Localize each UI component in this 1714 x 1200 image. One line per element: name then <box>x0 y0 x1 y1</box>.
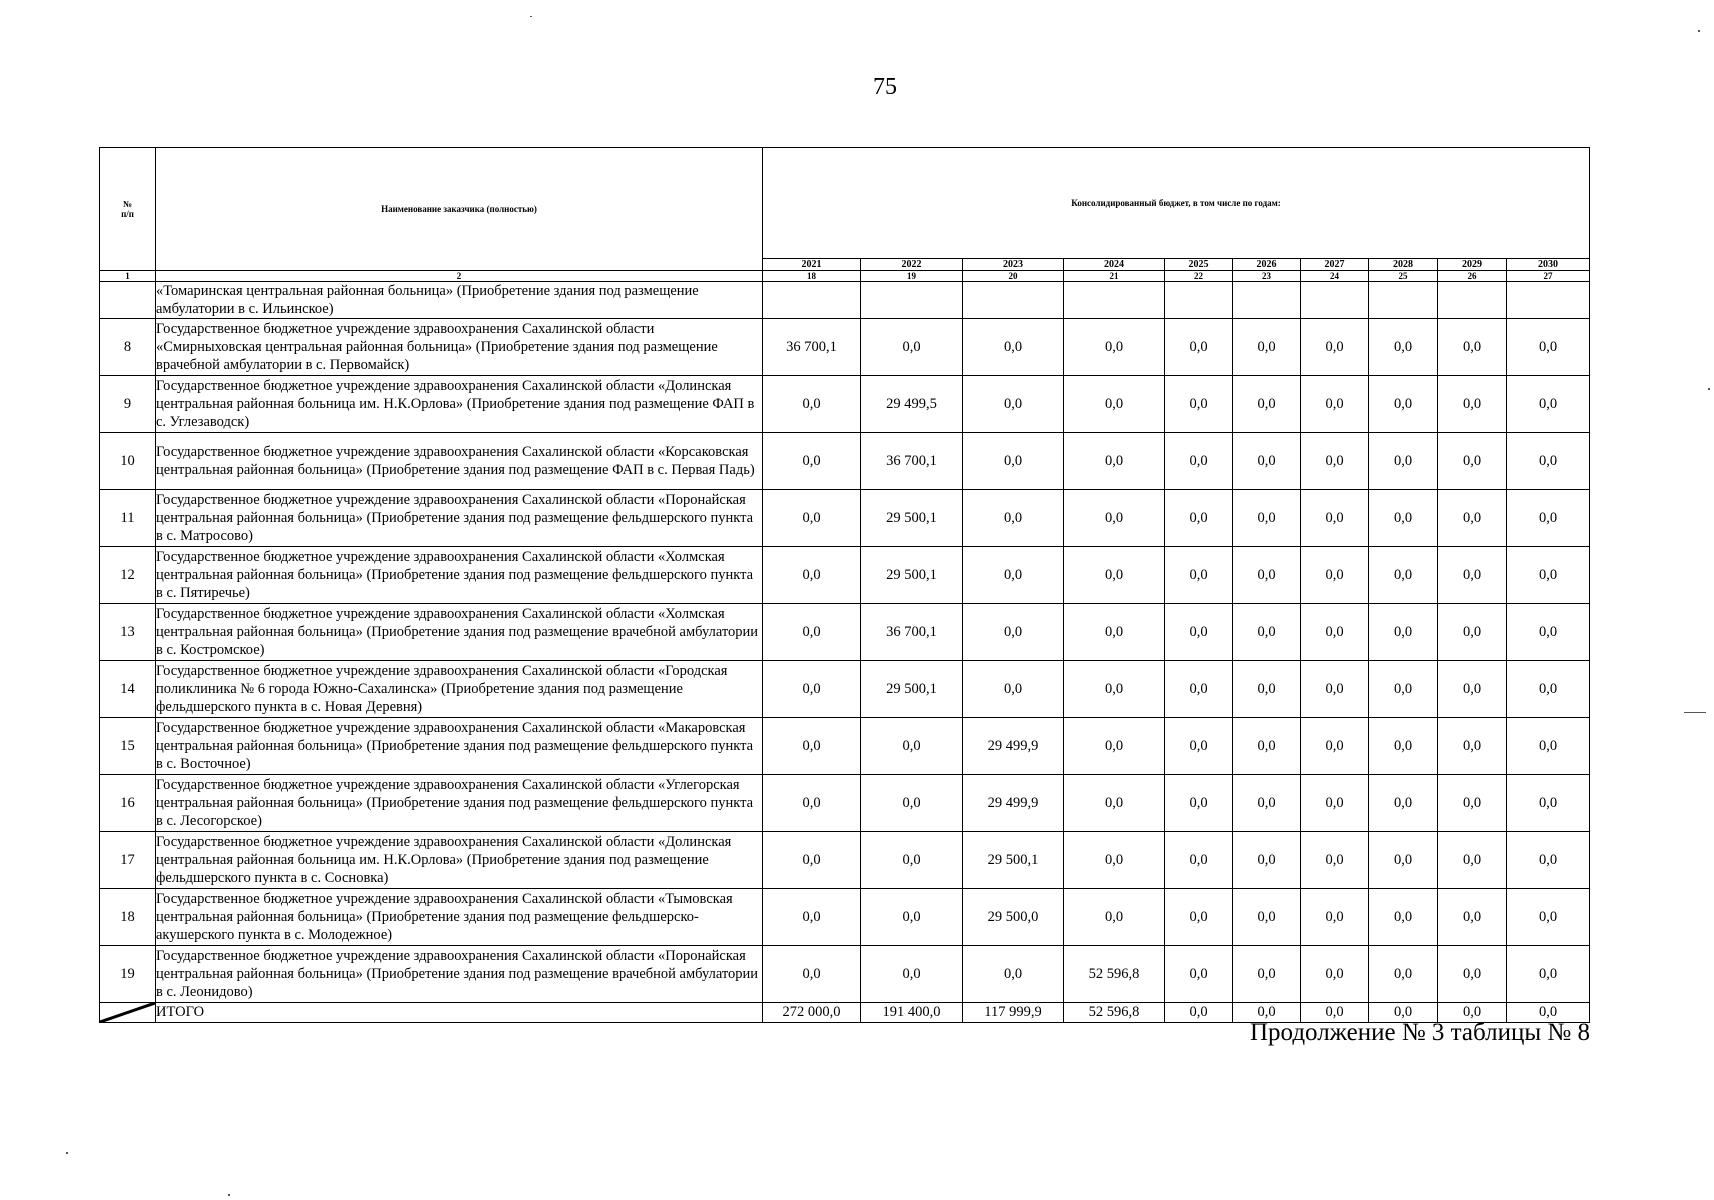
table-row <box>100 604 1590 661</box>
header-budget: Консолидированный бюджет, в том числе по годам: <box>763 148 1590 259</box>
budget-value-2021: 0,0 <box>763 490 861 547</box>
scan-speck <box>530 16 532 17</box>
budget-value-2023: 29 500,0 <box>963 889 1064 946</box>
budget-value-2021: 0,0 <box>763 604 861 661</box>
budget-value-2022: 0,0 <box>861 718 963 775</box>
table-row <box>100 433 1590 490</box>
budget-value-2025: 0,0 <box>1165 547 1233 604</box>
budget-value-2022: 0,0 <box>861 946 963 1003</box>
column-number: 20 <box>963 271 1064 282</box>
budget-value-2025: 0,0 <box>1165 433 1233 490</box>
budget-value-2029: 0,0 <box>1438 319 1507 376</box>
budget-value-2028: 0,0 <box>1369 775 1438 832</box>
column-number: 19 <box>861 271 963 282</box>
table-row <box>100 718 1590 775</box>
row-number: 10 <box>100 433 156 490</box>
budget-value-2025: 0,0 <box>1165 889 1233 946</box>
budget-value-2029: 0,0 <box>1438 604 1507 661</box>
budget-value-2021: 0,0 <box>763 775 861 832</box>
column-number: 26 <box>1438 271 1507 282</box>
customer-name: Государственное бюджетное учреждение здравоохранения Сахалинской области «Холмская центральная районная больница» (Приобретение здания под размещение врачебной амбулатории в с. Костромское) <box>156 604 763 661</box>
budget-value-2023: 0,0 <box>963 490 1064 547</box>
budget-value-2023: 29 499,9 <box>963 718 1064 775</box>
budget-value-2024: 0,0 <box>1064 832 1165 889</box>
table-row <box>100 832 1590 889</box>
budget-value-2030: 0,0 <box>1507 718 1590 775</box>
budget-value-2028: 0,0 <box>1369 661 1438 718</box>
budget-value-2027: 0,0 <box>1301 832 1369 889</box>
budget-value-2023: 29 499,9 <box>963 775 1064 832</box>
budget-value-2023 <box>963 282 1064 319</box>
budget-value-2027: 0,0 <box>1301 490 1369 547</box>
budget-value-2030: 0,0 <box>1507 889 1590 946</box>
customer-name: Государственное бюджетное учреждение здравоохранения Сахалинской области «Холмская центральная районная больница» (Приобретение здания под размещение фельдшерского пункта в с. Пятиречье) <box>156 547 763 604</box>
table-row <box>100 547 1590 604</box>
budget-value-2025: 0,0 <box>1165 376 1233 433</box>
budget-value-2022: 29 500,1 <box>861 490 963 547</box>
column-number: 22 <box>1165 271 1233 282</box>
header-year-2027: 2027 <box>1301 259 1369 271</box>
budget-value-2021: 0,0 <box>763 889 861 946</box>
header-year-2023: 2023 <box>963 259 1064 271</box>
budget-value-2025: 0,0 <box>1165 718 1233 775</box>
table-body <box>100 282 1590 1023</box>
customer-name: Государственное бюджетное учреждение здравоохранения Сахалинской области «Тымовская центральная районная больница» (Приобретение здания под размещение фельдшерско-акушерского пункта в с. Молодежное) <box>156 889 763 946</box>
header-year-2029: 2029 <box>1438 259 1507 271</box>
budget-value-2022 <box>861 282 963 319</box>
table-row <box>100 376 1590 433</box>
column-number: 2 <box>156 271 763 282</box>
budget-value-2028: 0,0 <box>1369 376 1438 433</box>
budget-value-2030: 0,0 <box>1507 832 1590 889</box>
budget-value-2028: 0,0 <box>1369 490 1438 547</box>
row-number: 12 <box>100 547 156 604</box>
budget-value-2029 <box>1438 282 1507 319</box>
header-year-2026: 2026 <box>1233 259 1301 271</box>
table-row <box>100 775 1590 832</box>
scan-speck <box>1698 30 1700 32</box>
table-row <box>100 946 1590 1003</box>
header-year-2025: 2025 <box>1165 259 1233 271</box>
budget-value-2030: 0,0 <box>1507 661 1590 718</box>
budget-value-2027: 0,0 <box>1301 718 1369 775</box>
budget-value-2024: 0,0 <box>1064 319 1165 376</box>
budget-value-2025: 0,0 <box>1165 832 1233 889</box>
row-number: 9 <box>100 376 156 433</box>
budget-value-2023: 0,0 <box>963 661 1064 718</box>
budget-value-2025: 0,0 <box>1165 946 1233 1003</box>
budget-value-2028 <box>1369 282 1438 319</box>
budget-value-2025: 0,0 <box>1165 319 1233 376</box>
row-number: 18 <box>100 889 156 946</box>
budget-value-2021: 0,0 <box>763 661 861 718</box>
budget-value-2022: 29 500,1 <box>861 661 963 718</box>
budget-value-2021: 0,0 <box>763 547 861 604</box>
customer-name: Государственное бюджетное учреждение здравоохранения Сахалинской области «Долинская центральная районная больница им. Н.К.Орлова» (Приобретение здания под размещение фельдшерского пункта в с. Сосновка) <box>156 832 763 889</box>
customer-name: Государственное бюджетное учреждение здравоохранения Сахалинской области «Долинская центральная районная больница им. Н.К.Орлова» (Приобретение здания под размещение ФАП в с. Углезаводск) <box>156 376 763 433</box>
budget-value-2027: 0,0 <box>1301 775 1369 832</box>
budget-value-2026 <box>1233 282 1301 319</box>
budget-value-2023: 0,0 <box>963 433 1064 490</box>
table-row <box>100 319 1590 376</box>
table-row <box>100 661 1590 718</box>
column-number: 25 <box>1369 271 1438 282</box>
budget-table <box>99 147 1590 1023</box>
budget-value-2029: 0,0 <box>1438 889 1507 946</box>
budget-value-2022: 36 700,1 <box>861 433 963 490</box>
budget-value-2030: 0,0 <box>1507 433 1590 490</box>
budget-value-2026: 0,0 <box>1233 604 1301 661</box>
budget-value-2021: 0,0 <box>763 376 861 433</box>
row-number: 15 <box>100 718 156 775</box>
total-value-2024: 52 596,8 <box>1064 1003 1165 1023</box>
budget-value-2024: 0,0 <box>1064 889 1165 946</box>
budget-value-2027: 0,0 <box>1301 661 1369 718</box>
budget-value-2021: 0,0 <box>763 946 861 1003</box>
budget-value-2027: 0,0 <box>1301 547 1369 604</box>
column-number: 23 <box>1233 271 1301 282</box>
header-year-2022: 2022 <box>861 259 963 271</box>
header-year-2028: 2028 <box>1369 259 1438 271</box>
budget-value-2029: 0,0 <box>1438 376 1507 433</box>
header-year-2021: 2021 <box>763 259 861 271</box>
budget-value-2022: 0,0 <box>861 832 963 889</box>
budget-value-2025: 0,0 <box>1165 490 1233 547</box>
budget-value-2026: 0,0 <box>1233 376 1301 433</box>
budget-value-2029: 0,0 <box>1438 547 1507 604</box>
header-num: № п/п <box>100 148 156 271</box>
scan-speck <box>1684 712 1706 713</box>
table-row <box>100 490 1590 547</box>
total-value-2023: 117 999,9 <box>963 1003 1064 1023</box>
budget-value-2022: 36 700,1 <box>861 604 963 661</box>
budget-value-2023: 0,0 <box>963 604 1064 661</box>
budget-value-2026: 0,0 <box>1233 661 1301 718</box>
customer-name: Государственное бюджетное учреждение здравоохранения Сахалинской области «Углегорская центральная районная больница» (Приобретение здания под размещение фельдшерского пункта в с. Лесогорское) <box>156 775 763 832</box>
budget-value-2023: 0,0 <box>963 547 1064 604</box>
budget-value-2029: 0,0 <box>1438 946 1507 1003</box>
budget-value-2029: 0,0 <box>1438 832 1507 889</box>
budget-value-2029: 0,0 <box>1438 775 1507 832</box>
budget-value-2024: 52 596,8 <box>1064 946 1165 1003</box>
table-row <box>100 889 1590 946</box>
row-number: 14 <box>100 661 156 718</box>
budget-value-2028: 0,0 <box>1369 832 1438 889</box>
budget-value-2024: 0,0 <box>1064 376 1165 433</box>
budget-value-2029: 0,0 <box>1438 490 1507 547</box>
header-year-2024: 2024 <box>1064 259 1165 271</box>
budget-value-2029: 0,0 <box>1438 661 1507 718</box>
customer-name: Государственное бюджетное учреждение здравоохранения Сахалинской области «Смирныховская центральная районная больница» (Приобретение здания под размещение врачебной амбулатории в с. Первомайск) <box>156 319 763 376</box>
row-number <box>100 282 156 319</box>
total-value-2022: 191 400,0 <box>861 1003 963 1023</box>
budget-value-2028: 0,0 <box>1369 718 1438 775</box>
budget-value-2027: 0,0 <box>1301 376 1369 433</box>
budget-value-2027: 0,0 <box>1301 604 1369 661</box>
budget-value-2025: 0,0 <box>1165 775 1233 832</box>
total-label: ИТОГО <box>156 1003 763 1023</box>
row-number: 13 <box>100 604 156 661</box>
customer-name: «Томаринская центральная районная больница» (Приобретение здания под размещение амбулатории в с. Ильинское) <box>156 282 763 319</box>
row-number: 17 <box>100 832 156 889</box>
customer-name: Государственное бюджетное учреждение здравоохранения Сахалинской области «Поронайская центральная районная больница» (Приобретение здания под размещение фельдшерского пункта в с. Матросово) <box>156 490 763 547</box>
budget-value-2026: 0,0 <box>1233 775 1301 832</box>
row-number: 8 <box>100 319 156 376</box>
budget-value-2024: 0,0 <box>1064 661 1165 718</box>
budget-value-2022: 29 500,1 <box>861 547 963 604</box>
budget-value-2026: 0,0 <box>1233 547 1301 604</box>
budget-value-2030: 0,0 <box>1507 319 1590 376</box>
budget-value-2023: 29 500,1 <box>963 832 1064 889</box>
budget-value-2028: 0,0 <box>1369 433 1438 490</box>
total-value-2029: 0,0 <box>1438 1003 1507 1023</box>
diagonal-line <box>100 1003 155 1022</box>
budget-value-2028: 0,0 <box>1369 604 1438 661</box>
budget-value-2028: 0,0 <box>1369 946 1438 1003</box>
budget-value-2030: 0,0 <box>1507 490 1590 547</box>
row-number: 16 <box>100 775 156 832</box>
budget-value-2025: 0,0 <box>1165 604 1233 661</box>
budget-value-2023: 0,0 <box>963 319 1064 376</box>
budget-value-2027: 0,0 <box>1301 889 1369 946</box>
budget-value-2022: 29 499,5 <box>861 376 963 433</box>
total-value-2025: 0,0 <box>1165 1003 1233 1023</box>
column-number: 1 <box>100 271 156 282</box>
budget-value-2024: 0,0 <box>1064 547 1165 604</box>
budget-value-2025 <box>1165 282 1233 319</box>
budget-value-2022: 0,0 <box>861 889 963 946</box>
budget-value-2022: 0,0 <box>861 775 963 832</box>
total-value-2028: 0,0 <box>1369 1003 1438 1023</box>
column-number: 21 <box>1064 271 1165 282</box>
budget-value-2027: 0,0 <box>1301 946 1369 1003</box>
budget-value-2026: 0,0 <box>1233 319 1301 376</box>
scan-speck <box>66 1152 68 1154</box>
budget-value-2029: 0,0 <box>1438 433 1507 490</box>
budget-value-2027: 0,0 <box>1301 433 1369 490</box>
header-name: Наименование заказчика (полностью) <box>156 148 763 271</box>
budget-value-2021: 0,0 <box>763 832 861 889</box>
budget-value-2027: 0,0 <box>1301 319 1369 376</box>
budget-value-2024: 0,0 <box>1064 490 1165 547</box>
total-value-2021: 272 000,0 <box>763 1003 861 1023</box>
budget-value-2026: 0,0 <box>1233 490 1301 547</box>
budget-value-2021 <box>763 282 861 319</box>
column-number: 18 <box>763 271 861 282</box>
budget-value-2030: 0,0 <box>1507 604 1590 661</box>
budget-value-2021: 36 700,1 <box>763 319 861 376</box>
budget-value-2026: 0,0 <box>1233 832 1301 889</box>
customer-name: Государственное бюджетное учреждение здравоохранения Сахалинской области «Поронайская центральная районная больница» (Приобретение здания под размещение врачебной амбулатории в с. Леонидово) <box>156 946 763 1003</box>
budget-value-2023: 0,0 <box>963 946 1064 1003</box>
row-number: 19 <box>100 946 156 1003</box>
customer-name: Государственное бюджетное учреждение здравоохранения Сахалинской области «Городская поликлиника № 6 города Южно-Сахалинска» (Приобретение здания под размещение фельдшерского пункта в с. Новая Деревня) <box>156 661 763 718</box>
total-diagonal-cell <box>100 1003 156 1023</box>
page-number: 75 <box>873 74 897 100</box>
column-number: 24 <box>1301 271 1369 282</box>
budget-value-2030: 0,0 <box>1507 547 1590 604</box>
budget-value-2026: 0,0 <box>1233 718 1301 775</box>
budget-value-2021: 0,0 <box>763 718 861 775</box>
total-value-2030: 0,0 <box>1507 1003 1590 1023</box>
continuation-note: Продолжение № 3 таблицы № 8 <box>1249 1019 1590 1046</box>
budget-value-2023: 0,0 <box>963 376 1064 433</box>
budget-value-2022: 0,0 <box>861 319 963 376</box>
budget-value-2030: 0,0 <box>1507 946 1590 1003</box>
budget-value-2024: 0,0 <box>1064 718 1165 775</box>
header-year-2030: 2030 <box>1507 259 1590 271</box>
scan-speck <box>228 1194 230 1196</box>
budget-value-2024: 0,0 <box>1064 433 1165 490</box>
budget-value-2029: 0,0 <box>1438 718 1507 775</box>
column-numbers-row <box>100 271 1590 282</box>
budget-value-2030: 0,0 <box>1507 775 1590 832</box>
customer-name: Государственное бюджетное учреждение здравоохранения Сахалинской области «Макаровская центральная районная больница» (Приобретение здания под размещение фельдшерского пункта в с. Восточное) <box>156 718 763 775</box>
budget-value-2024: 0,0 <box>1064 604 1165 661</box>
budget-value-2026: 0,0 <box>1233 946 1301 1003</box>
table-row <box>100 282 1590 319</box>
budget-value-2021: 0,0 <box>763 433 861 490</box>
budget-value-2028: 0,0 <box>1369 889 1438 946</box>
budget-value-2028: 0,0 <box>1369 319 1438 376</box>
scan-speck <box>1708 388 1710 390</box>
budget-value-2025: 0,0 <box>1165 661 1233 718</box>
row-number: 11 <box>100 490 156 547</box>
budget-value-2026: 0,0 <box>1233 433 1301 490</box>
budget-value-2026: 0,0 <box>1233 889 1301 946</box>
budget-value-2024: 0,0 <box>1064 775 1165 832</box>
budget-value-2027 <box>1301 282 1369 319</box>
budget-value-2030 <box>1507 282 1590 319</box>
budget-value-2030: 0,0 <box>1507 376 1590 433</box>
total-value-2027: 0,0 <box>1301 1003 1369 1023</box>
budget-value-2024 <box>1064 282 1165 319</box>
total-value-2026: 0,0 <box>1233 1003 1301 1023</box>
budget-value-2028: 0,0 <box>1369 547 1438 604</box>
customer-name: Государственное бюджетное учреждение здравоохранения Сахалинской области «Корсаковская центральная районная больница» (Приобретение здания под размещение ФАП в с. Первая Падь) <box>156 433 763 490</box>
column-number: 27 <box>1507 271 1590 282</box>
